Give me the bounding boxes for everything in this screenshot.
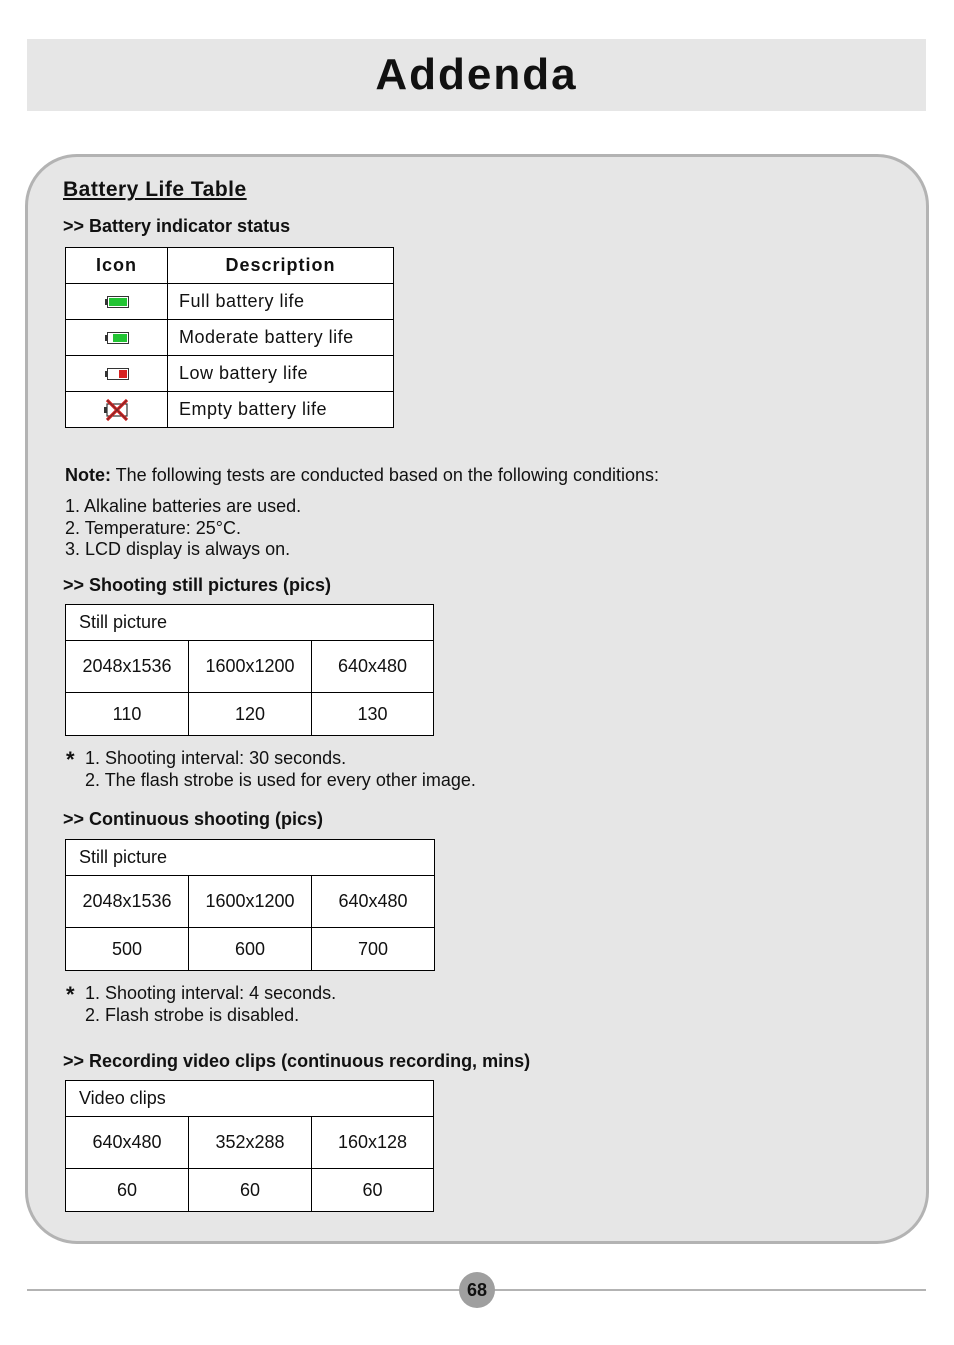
table-row: [66, 284, 394, 320]
table-row: [66, 320, 394, 356]
resolution-cell: 1600x1200: [189, 876, 312, 928]
video-heading: >> Recording video clips (continuous recording, mins): [63, 1051, 531, 1071]
value-cell: 600: [189, 928, 312, 971]
resolution-cell: 2048x1536: [66, 641, 189, 693]
value-cell: 60: [66, 1169, 189, 1212]
column-header-description: Description: [168, 248, 394, 284]
value-cell: 130: [312, 693, 434, 736]
resolution-cell: 1600x1200: [189, 641, 312, 693]
resolution-cell: 352x288: [189, 1117, 312, 1169]
battery-description: Low battery life: [168, 356, 394, 392]
column-header-icon: Icon: [66, 248, 168, 284]
header-band: [27, 39, 926, 111]
resolution-cell: 2048x1536: [66, 876, 189, 928]
battery-moderate-icon: [105, 332, 129, 344]
resolution-cell: 640x480: [312, 876, 435, 928]
table-row: [66, 392, 394, 428]
battery-status-heading: >> Battery indicator status: [63, 216, 291, 236]
value-cell: 60: [189, 1169, 312, 1212]
footnote-mark: *: [66, 747, 75, 772]
table-caption: Still picture: [66, 605, 434, 641]
video-table: [65, 1080, 434, 1212]
battery-status-table: [65, 247, 394, 428]
battery-description: Moderate battery life: [168, 320, 394, 356]
table-caption: Still picture: [66, 840, 435, 876]
value-cell: 60: [312, 1169, 434, 1212]
page-number: 68: [459, 1272, 495, 1308]
footnote: 2. The flash strobe is used for every other image.: [85, 769, 476, 790]
battery-description: Empty battery life: [168, 392, 394, 428]
still-table: [65, 604, 434, 736]
list-item: 3. LCD display is always on.: [65, 539, 291, 559]
resolution-cell: 640x480: [312, 641, 434, 693]
value-cell: 500: [66, 928, 189, 971]
battery-empty-icon: [103, 398, 131, 422]
note-label: Note:: [65, 465, 111, 485]
section-title: Battery Life Table: [63, 178, 247, 201]
note: [65, 465, 659, 486]
conditions-list: [65, 496, 301, 561]
page-title: Addenda: [375, 50, 578, 99]
continuous-footnotes: [85, 983, 336, 1026]
still-heading: >> Shooting still pictures (pics): [63, 575, 332, 595]
resolution-cell: 640x480: [66, 1117, 189, 1169]
table-row: [66, 356, 394, 392]
battery-low-icon: [105, 368, 129, 380]
resolution-cell: 160x128: [312, 1117, 434, 1169]
value-cell: 110: [66, 693, 189, 736]
continuous-heading: >> Continuous shooting (pics): [63, 809, 323, 829]
list-item: 2. Temperature: 25°C.: [65, 517, 241, 538]
value-cell: 120: [189, 693, 312, 736]
still-footnotes: [85, 748, 476, 791]
footnote: 2. Flash strobe is disabled.: [85, 1004, 300, 1025]
table-header-row: [66, 248, 394, 284]
battery-description: Full battery life: [168, 284, 394, 320]
battery-full-icon: [105, 296, 129, 308]
footnote: 1. Shooting interval: 4 seconds.: [85, 983, 337, 1003]
list-item: 1. Alkaline batteries are used.: [65, 496, 302, 516]
value-cell: 700: [312, 928, 435, 971]
footnote: 1. Shooting interval: 30 seconds.: [85, 748, 347, 768]
continuous-table: [65, 839, 435, 971]
note-text: The following tests are conducted based on the following conditions:: [111, 465, 660, 485]
footnote-mark: *: [66, 982, 75, 1007]
table-caption: Video clips: [66, 1081, 434, 1117]
